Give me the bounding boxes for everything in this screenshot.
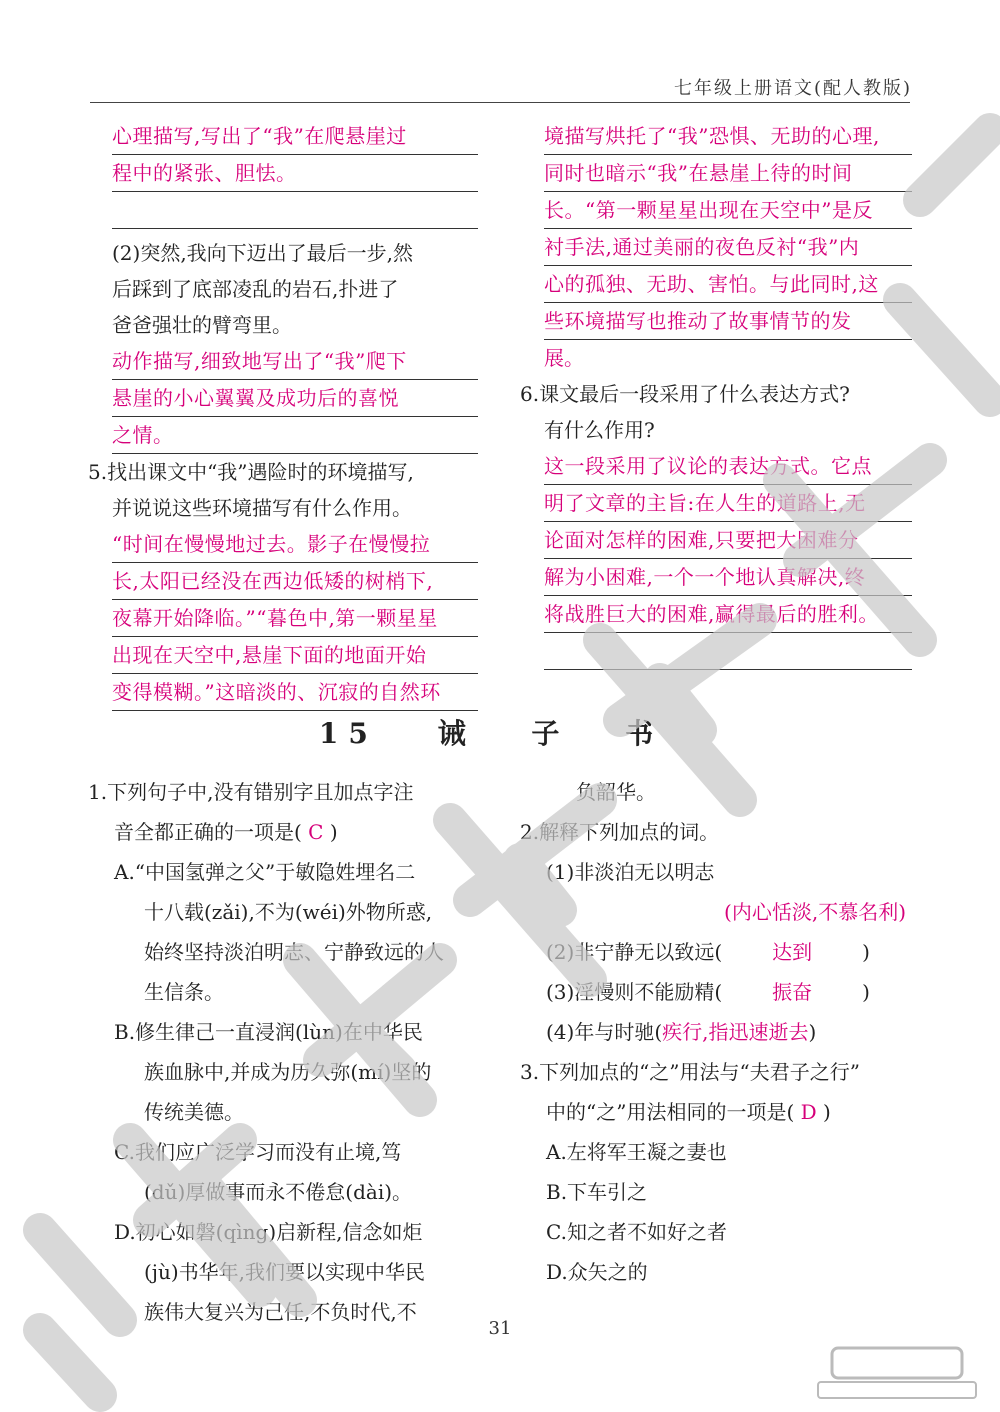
q2-item-text: (2)非宁静无以致远( bbox=[546, 940, 723, 964]
question-text bbox=[520, 1092, 912, 1132]
lesson-number: 15 bbox=[318, 717, 378, 750]
page-number: 31 bbox=[488, 1318, 512, 1339]
question-text: 后踩到了底部凌乱的岩石,扑进了 bbox=[112, 277, 399, 301]
blank-answer-line bbox=[112, 192, 478, 229]
answer-line: 变得模糊。”这暗淡的、沉寂的自然环 bbox=[112, 674, 478, 711]
option-a: 始终坚持淡泊明志、宁静致远的人 bbox=[144, 940, 444, 964]
lesson-title-char: 书 bbox=[625, 717, 664, 750]
paren-close: ) bbox=[862, 980, 870, 1004]
answer-line: 解为小困难,一个一个地认真解决,终 bbox=[544, 559, 912, 596]
paren-close: ) bbox=[862, 940, 870, 964]
q2-item bbox=[520, 1012, 912, 1052]
answer-line: 之情。 bbox=[112, 417, 478, 454]
blank-answer-line bbox=[544, 633, 912, 670]
running-header: 七年级上册语文(配人教版) bbox=[673, 78, 912, 99]
q2-item-answer: 振奋 bbox=[772, 980, 813, 1004]
answer-line: 同时也暗示“我”在悬崖上待的时间 bbox=[544, 155, 912, 192]
answer-line: 悬崖的小心翼翼及成功后的喜悦 bbox=[112, 380, 478, 417]
top-right-column bbox=[520, 118, 912, 670]
question-text: 1.下列句子中,没有错别字且加点字注 bbox=[88, 780, 414, 804]
question-text: 有什么作用? bbox=[544, 418, 655, 442]
paren-close: ) bbox=[329, 820, 338, 844]
option-d: 族伟大复兴为己任,不负时代,不 bbox=[144, 1300, 417, 1324]
answer-line: 程中的紧张、胆怯。 bbox=[112, 155, 478, 192]
question-text: 6.课文最后一段采用了什么表达方式? bbox=[520, 382, 850, 406]
option-c: (dǔ)厚做事而永不倦怠(dài)。 bbox=[144, 1180, 413, 1204]
answer-line: 心的孤独、无助、害怕。与此同时,这 bbox=[544, 266, 912, 303]
answer-line: 将战胜巨大的困难,赢得最后的胜利。 bbox=[544, 596, 912, 633]
answer-line: 动作描写,细致地写出了“我”爬下 bbox=[112, 343, 478, 380]
q2-item-answer: (内心恬淡,不慕名利) bbox=[724, 900, 906, 924]
q2-item bbox=[520, 932, 912, 972]
q3-answer: D bbox=[800, 1100, 817, 1124]
q2-item-text: (3)淫慢则不能励精( bbox=[546, 980, 723, 1004]
question-text: 2.解释下列加点的词。 bbox=[520, 820, 720, 844]
lesson-title bbox=[0, 712, 1000, 752]
header-rule bbox=[90, 102, 910, 103]
answer-line: 些环境描写也推动了故事情节的发 bbox=[544, 303, 912, 340]
q2-item-answer: 达到 bbox=[772, 940, 813, 964]
bottom-left-column bbox=[88, 772, 478, 1332]
answer-line: 夜幕开始降临。”“暮色中,第一颗星星 bbox=[112, 600, 478, 637]
option-a: 十八载(zǎi),不为(wéi)外物所惑, bbox=[144, 900, 433, 924]
bottom-right-column bbox=[520, 772, 912, 1292]
option-d: D.初心如磐(qìng)启新程,信念如炬 bbox=[114, 1220, 423, 1244]
q2-item-answer: 疾行,指迅速逝去 bbox=[662, 1020, 809, 1044]
answer-line: 论面对怎样的困难,只要把大困难分 bbox=[544, 522, 912, 559]
question-text: 5.找出课文中“我”遇险时的环境描写, bbox=[88, 460, 414, 484]
answer-line: 心理描写,写出了“我”在爬悬崖过 bbox=[112, 118, 478, 155]
q3-option: D.众矢之的 bbox=[546, 1260, 648, 1284]
answer-line: 展。 bbox=[544, 346, 584, 370]
question-text: 3.下列加点的“之”用法与“夫君子之行” bbox=[520, 1060, 860, 1084]
answer-line: 长,太阳已经没在西边低矮的树梢下, bbox=[112, 563, 478, 600]
q2-item bbox=[520, 972, 912, 1012]
lesson-title-char: 子 bbox=[531, 717, 570, 750]
q2-item-text: (4)年与时驰( bbox=[546, 1020, 663, 1044]
answer-line: 长。“第一颗星星出现在天空中”是反 bbox=[544, 192, 912, 229]
answer-line: 境描写烘托了“我”恐惧、无助的心理, bbox=[544, 118, 912, 155]
answer-line: 衬手法,通过美丽的夜色反衬“我”内 bbox=[544, 229, 912, 266]
question-text: 并说说这些环境描写有什么作用。 bbox=[112, 496, 412, 520]
q1-answer: C bbox=[308, 820, 324, 844]
option-b: B.修生律己一直浸润(lùn)在中华民 bbox=[114, 1020, 423, 1044]
question-text: 爸爸强壮的臂弯里。 bbox=[112, 313, 292, 337]
answer-line: 明了文章的主旨:在人生的道路上,无 bbox=[544, 485, 912, 522]
answer-line: “时间在慢慢地过去。影子在慢慢拉 bbox=[112, 526, 478, 563]
q3-option: A.左将军王凝之妻也 bbox=[546, 1140, 727, 1164]
q3-option: C.知之者不如好之者 bbox=[546, 1220, 727, 1244]
option-b: 族血脉中,并成为历久弥(mí)坚的 bbox=[144, 1060, 432, 1084]
question-text-part: 音全都正确的一项是( bbox=[114, 820, 302, 844]
answer-line: 这一段采用了议论的表达方式。它点 bbox=[544, 448, 912, 485]
q2-item: (1)非淡泊无以明志 bbox=[546, 860, 715, 884]
question-text: (2)突然,我向下迈出了最后一步,然 bbox=[112, 241, 414, 265]
option-a: 生信条。 bbox=[144, 980, 224, 1004]
option-d-continued: 负韶华。 bbox=[576, 780, 656, 804]
paren-close: ) bbox=[823, 1100, 831, 1124]
answer-line: 出现在天空中,悬崖下面的地面开始 bbox=[112, 637, 478, 674]
question-text bbox=[88, 812, 478, 852]
question-text-part: 中的“之”用法相同的一项是( bbox=[546, 1100, 795, 1124]
paren-close: ) bbox=[808, 1020, 817, 1044]
lesson-title-char: 诫 bbox=[437, 717, 476, 750]
option-a: A.“中国氢弹之父”于敏隐姓埋名二 bbox=[114, 860, 416, 884]
corner-logo-icon bbox=[812, 1342, 982, 1402]
option-b: 传统美德。 bbox=[144, 1100, 244, 1124]
option-d: (jù)书华年,我们要以实现中华民 bbox=[144, 1260, 426, 1284]
top-left-column bbox=[88, 118, 478, 711]
q3-option: B.下车引之 bbox=[546, 1180, 648, 1204]
option-c: C.我们应广泛学习而没有止境,笃 bbox=[114, 1140, 402, 1164]
